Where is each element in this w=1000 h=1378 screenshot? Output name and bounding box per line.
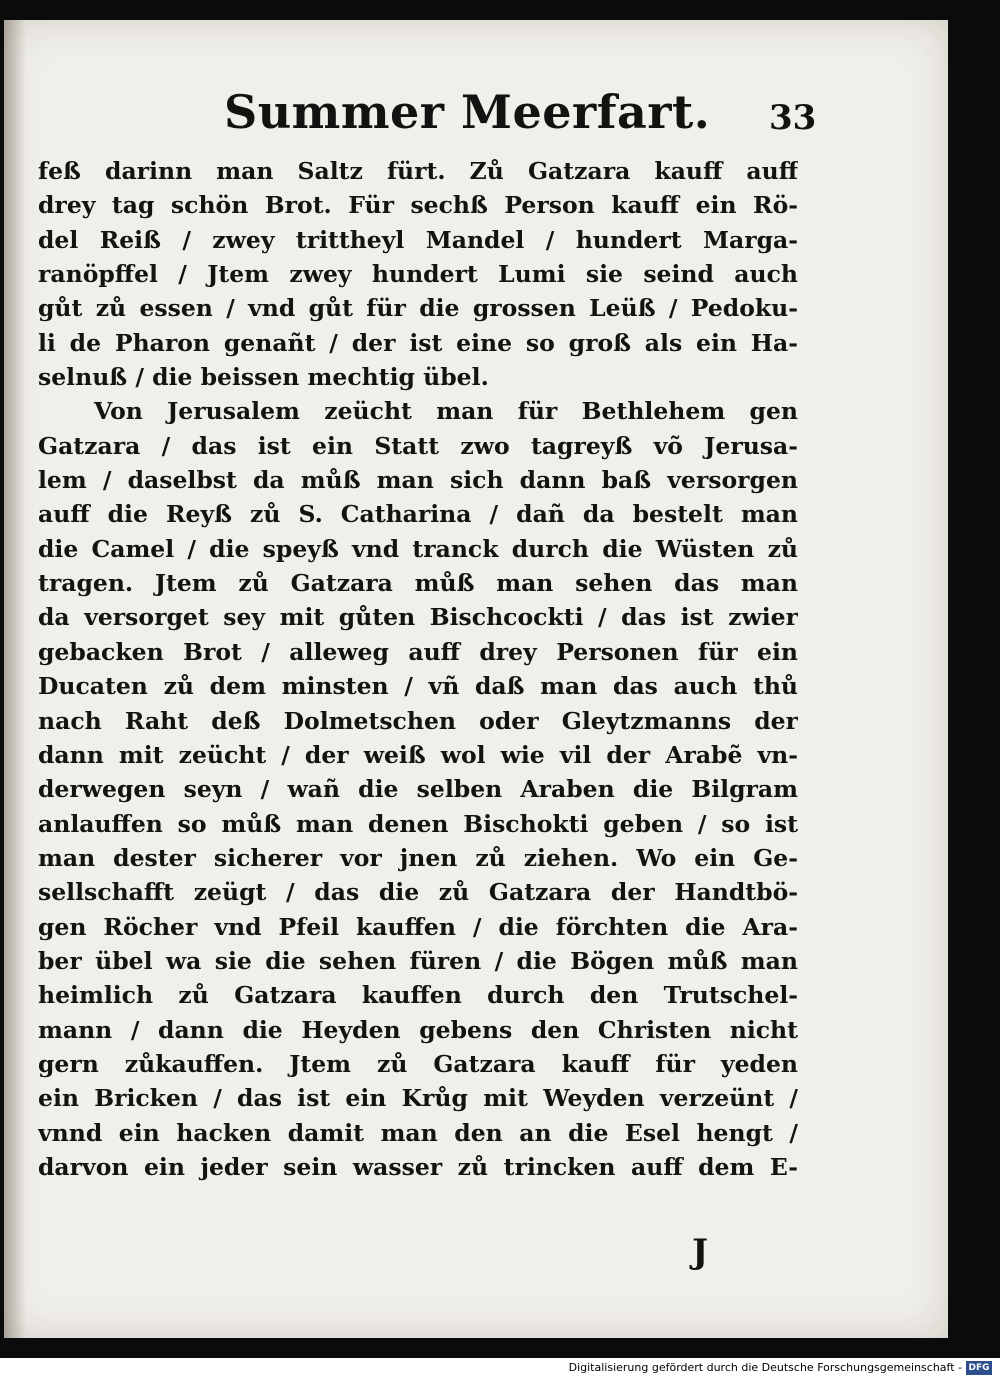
text-line: dann mit zeücht / der weiß wol wie vil der Arabẽ vn-: [38, 740, 798, 769]
text-line: ein Bricken / das ist ein Krůg mit Weyden verzeünt /: [38, 1084, 798, 1113]
text-line: Ducaten zů dem minsten / vñ daß man das auch thů: [38, 672, 798, 701]
page-number: 33: [769, 98, 817, 138]
text-line: feß darinn man Saltz fürt. Zů Gatzara kauff auff: [38, 157, 798, 185]
text-line: lem / daselbst da můß man sich dann baß versorgen: [38, 466, 798, 495]
body-text: [38, 154, 798, 1184]
text-line: gůt zů essen / vnd gůt für die grossen Leüß / Pedoku-: [38, 294, 798, 323]
text-line: auff die Reyß zů S. Catharina / dañ da bestelt man: [38, 500, 798, 529]
page-header: [4, 82, 948, 152]
text-line: mann / dann die Heyden gebens den Christen nicht: [38, 1015, 798, 1044]
text-line: ber übel wa sie die sehen füren / die Bögen můß man: [38, 946, 798, 975]
dfg-logo-icon: DFG: [966, 1361, 992, 1375]
text-line: gern zůkauffen. Jtem zů Gatzara kauff für yeden: [38, 1049, 798, 1078]
text-line: vnnd ein hacken damit man den an die Esel hengt /: [38, 1118, 798, 1147]
digitization-footer: [0, 1358, 1000, 1378]
text-line: Gatzara / das ist ein Statt zwo tagreyß võ Jerusa-: [38, 431, 798, 460]
text-line: selnuß / die beissen mechtig übel.: [38, 363, 489, 392]
text-line: ranöpffel / Jtem zwey hundert Lumi sie seind auch: [38, 260, 798, 289]
text-line: nach Raht deß Dolmetschen oder Gleytzmanns der: [38, 706, 798, 735]
text-line: da versorget sey mit gůten Bischcockti / das ist zwier: [38, 603, 798, 632]
text-line: gen Röcher vnd Pfeil kauffen / die förchten die Ara-: [38, 912, 798, 941]
text-line: sellschafft zeügt / das die zů Gatzara der Handtbö-: [38, 878, 798, 907]
text-line: Von Jerusalem zeücht man für Bethlehem gen: [94, 397, 798, 426]
text-line: darvon ein jeder sein wasser zů trincken auff dem E-: [38, 1152, 798, 1181]
text-line: derwegen seyn / wañ die selben Araben die Bilgram: [38, 775, 798, 804]
footer-credit: Digitalisierung gefördert durch die Deutsche Forschungsgemeinschaft -: [568, 1361, 962, 1374]
text-line: die Camel / die speyß vnd tranck durch die Wüsten zů: [38, 534, 798, 563]
text-line: drey tag schön Brot. Für sechß Person kauff ein Rö-: [38, 191, 798, 220]
signature-mark: J: [692, 1232, 709, 1272]
running-title: Summer Meerfart.: [224, 85, 711, 139]
text-line: gebacken Brot / alleweg auff drey Personen für ein: [38, 637, 798, 666]
page-gutter-shadow: [4, 20, 26, 1338]
book-page: [4, 20, 948, 1338]
text-line: heimlich zů Gatzara kauffen durch den Trutschel-: [38, 981, 798, 1010]
text-line: li de Pharon genañt / der ist eine so groß als ein Ha-: [38, 328, 798, 357]
text-line: del Reiß / zwey trittheyl Mandel / hundert Marga-: [38, 225, 798, 254]
text-line: anlauffen so můß man denen Bischokti geben / so ist: [38, 809, 798, 838]
text-line: man dester sicherer vor jnen zů ziehen. Wo ein Ge-: [38, 843, 798, 872]
text-line: tragen. Jtem zů Gatzara můß man sehen das man: [38, 569, 798, 598]
